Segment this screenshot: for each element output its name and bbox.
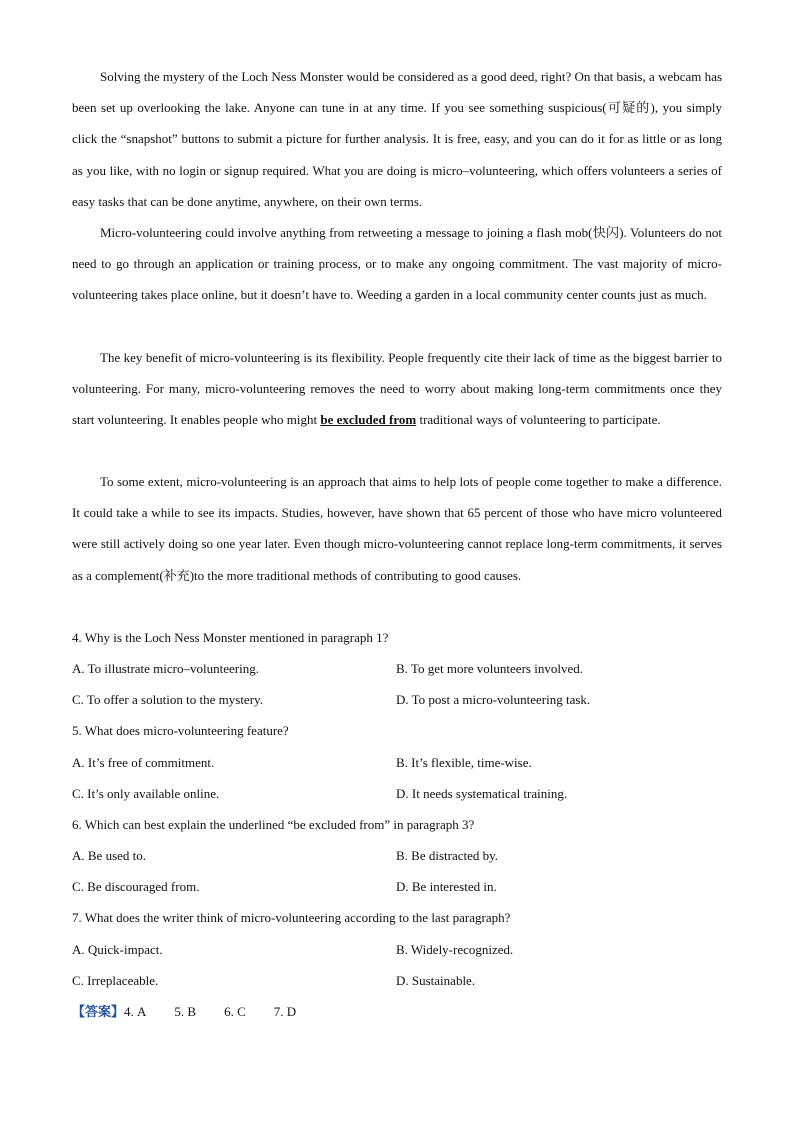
answer-line bbox=[72, 1002, 324, 1022]
question-6-option-c: C. Be discouraged from. bbox=[72, 879, 200, 894]
paragraph-4-text: To some extent, micro-volunteering is an approach that aims to help lots of people come together to make a difference. It could take a while to see its impacts. Studies, however, have shown that 65 percent of those who have micro volunteered were still actively doing so one year later. Even though micro-volunteering cannot replace long-term commitments, it serves as a complement( bbox=[72, 474, 722, 583]
paragraph-1-chinese-gloss: 可疑的 bbox=[606, 100, 651, 116]
question-7-option-d: D. Sustainable. bbox=[396, 973, 476, 988]
paragraph-1 bbox=[72, 61, 722, 217]
paragraph-1-text-cont: ), you simply click the “snapshot” buttons to submit a picture for further analysis. It is free, easy, and you can do it for as little or as long as you like, with no login or signup required. What you are doing is micro–volunteering, which offers volunteers a series of easy tasks that can be done anytime, anywhere, on their own terms. bbox=[72, 100, 722, 209]
question-5-stem: 5. What does micro-volunteering feature? bbox=[72, 723, 289, 738]
question-4-stem: 4. Why is the Loch Ness Monster mentioned in paragraph 1? bbox=[72, 630, 389, 645]
paragraph-2 bbox=[72, 217, 722, 311]
paragraph-4-chinese-gloss: 补充 bbox=[163, 567, 190, 583]
question-7-option-b: B. Widely-recognized. bbox=[396, 942, 514, 957]
question-7-option-a: A. Quick-impact. bbox=[72, 942, 163, 957]
question-5-option-c: C. It’s only available online. bbox=[72, 786, 220, 801]
question-7-stem: 7. What does the writer think of micro-volunteering according to the last paragraph? bbox=[72, 910, 511, 925]
paragraph-2-text: Micro-volunteering could involve anything from retweeting a message to joining a flash mob( bbox=[100, 225, 593, 240]
answer-tag: 【答案】 bbox=[72, 1004, 125, 1019]
underlined-phrase: be excluded from bbox=[320, 412, 417, 428]
answer-item: 6. C bbox=[224, 1004, 246, 1019]
answer-item: 7. D bbox=[273, 1004, 297, 1019]
question-4-option-c: C. To offer a solution to the mystery. bbox=[72, 692, 263, 707]
question-5-option-d: D. It needs systematical training. bbox=[396, 786, 568, 801]
question-5-option-a: A. It’s free of commitment. bbox=[72, 755, 215, 770]
paragraph-3 bbox=[72, 342, 722, 436]
paragraph-1-text: Solving the mystery of the Loch Ness Monster would be considered as a good deed, right? On that basis, a webcam has been set up overlooking the lake. Anyone can tune in at any time. If you see something suspicious( bbox=[72, 69, 722, 116]
paragraph-2-chinese-gloss: 快闪 bbox=[592, 225, 620, 240]
paragraph-3-text-cont: traditional ways of volunteering to participate. bbox=[416, 412, 661, 428]
paragraph-2-text-cont: ). Volunteers do not need to go through an application or training process, or to make any ongoing commitment. The vast majority of micro-volunteering takes place online, but it doesn’t have to. Weeding a garden in a local community center counts just as much. bbox=[72, 225, 722, 303]
question-5-option-b: B. It’s flexible, time-wise. bbox=[396, 755, 532, 770]
question-6-option-d: D. Be interested in. bbox=[396, 879, 497, 894]
question-6-option-b: B. Be distracted by. bbox=[396, 848, 499, 863]
paragraph-4 bbox=[72, 466, 722, 591]
question-4-option-a: A. To illustrate micro–volunteering. bbox=[72, 661, 259, 676]
answer-item: 4. A bbox=[124, 1004, 147, 1019]
question-6-option-a: A. Be used to. bbox=[72, 848, 147, 863]
paragraph-4-text-cont: )to the more traditional methods of contributing to good causes. bbox=[189, 567, 522, 583]
question-4-option-d: D. To post a micro-volunteering task. bbox=[396, 692, 591, 707]
question-6-stem: 6. Which can best explain the underlined “be excluded from” in paragraph 3? bbox=[72, 817, 475, 832]
paragraph-3-text: The key benefit of micro-volunteering is its flexibility. People frequently cite their lack of time as the biggest barrier to volunteering. For many, micro-volunteering removes the need to worry about making long-term commitments once they start volunteering. It enables people who might bbox=[72, 350, 722, 428]
question-4-option-b: B. To get more volunteers involved. bbox=[396, 661, 583, 676]
question-7-option-c: C. Irreplaceable. bbox=[72, 973, 159, 988]
answer-item: 5. B bbox=[174, 1004, 197, 1019]
